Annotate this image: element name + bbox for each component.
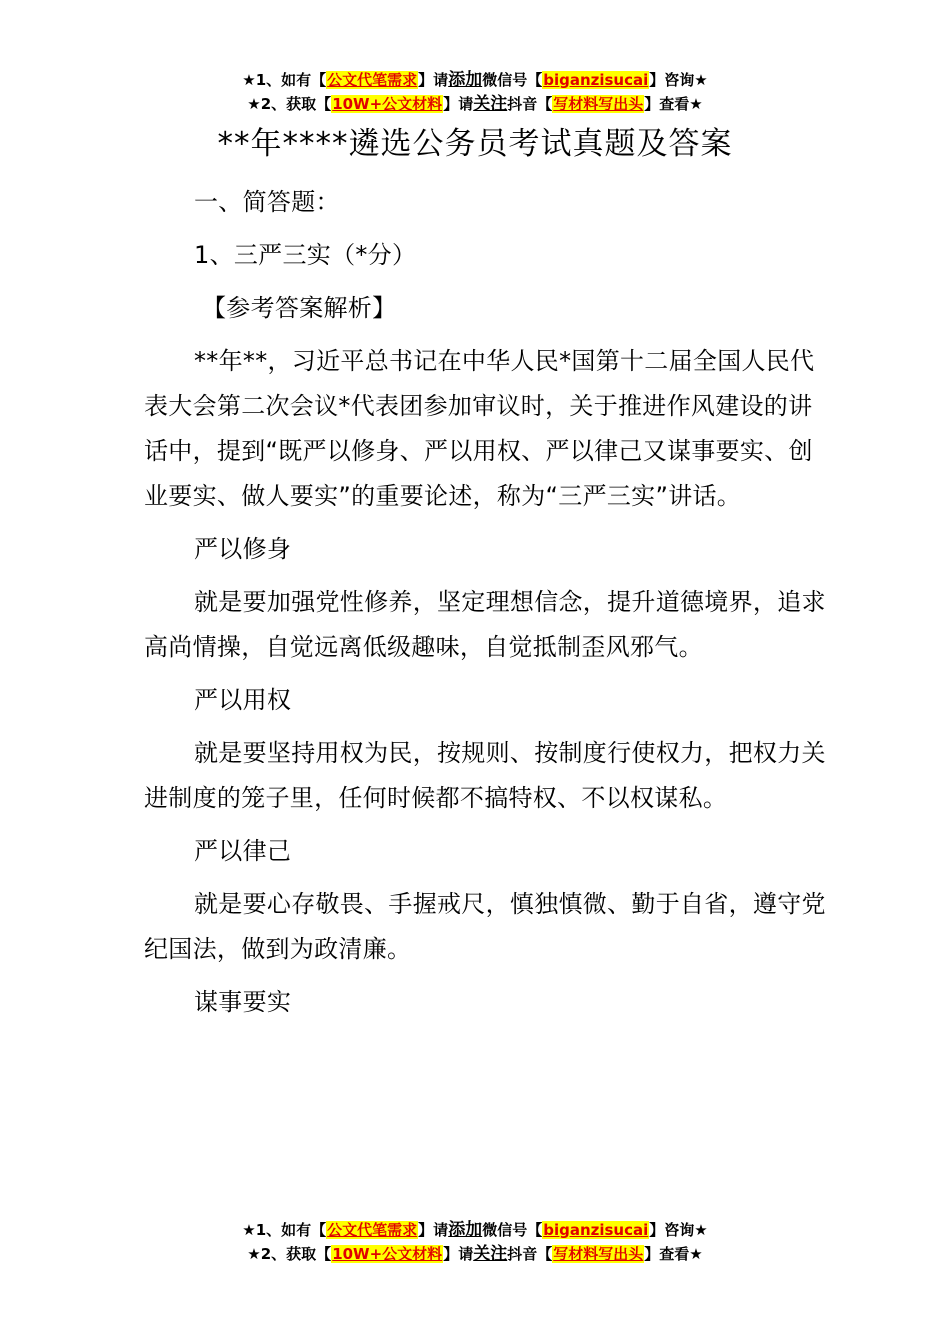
header-l1-a: ★1、如有【 xyxy=(242,71,327,89)
answer-label: 【参考答案解析】 xyxy=(202,294,397,322)
header-l2-e: 抖音【 xyxy=(507,95,553,113)
footer-l2-a: ★2、获取【 xyxy=(247,1245,332,1263)
header-l1-g: 】咨询★ xyxy=(649,71,708,89)
paragraph-yongquan: 就是要坚持用权为民，按规则、按制度行使权力，把权力关进制度的笼子里，任何时候都不搞特权、不以权谋私。 xyxy=(144,739,826,812)
footer-l1-a: ★1、如有【 xyxy=(242,1221,327,1239)
paragraph-xiushen: 就是要加强党性修养，坚定理想信念，提升道德境界，追求高尚情操，自觉远离低级趣味，自觉抵制歪风邪气。 xyxy=(144,588,826,661)
heading-xiushen: 严以修身 xyxy=(194,535,292,563)
heading-yongquan: 严以用权 xyxy=(194,686,292,714)
footer-l1-service: 公文代笔需求 xyxy=(327,1221,418,1239)
header-banner xyxy=(0,68,950,116)
header-l1-c: 】请 xyxy=(418,71,449,89)
footer-line-2 xyxy=(0,1242,950,1266)
header-l1-add: 添加 xyxy=(448,70,483,90)
footer-l2-follow: 关注 xyxy=(473,1244,508,1264)
section-heading: 一、简答题： xyxy=(194,188,340,216)
header-l2-douyin-id: 写材料写出头 xyxy=(553,95,644,113)
paragraph-lvji: 就是要心存敬畏、手握戒尺，慎独慎微、勤于自省，遵守党纪国法，做到为政清廉。 xyxy=(144,890,826,963)
page-title: **年****遴选公务员考试真题及答案 xyxy=(217,126,733,162)
header-l1-wechat-id: biganzisucai xyxy=(543,71,649,89)
header-line-2 xyxy=(0,92,950,116)
footer-l1-c: 】请 xyxy=(418,1221,449,1239)
header-l1-service: 公文代笔需求 xyxy=(327,71,418,89)
footer-l1-add: 添加 xyxy=(448,1220,483,1240)
footer-l1-g: 】咨询★ xyxy=(649,1221,708,1239)
footer-l2-g: 】查看★ xyxy=(644,1245,703,1263)
header-l2-materials: 10W+公文材料 xyxy=(332,95,443,113)
footer-l2-douyin-id: 写材料写出头 xyxy=(553,1245,644,1263)
footer-l1-wechat-id: biganzisucai xyxy=(543,1221,649,1239)
heading-lvji: 严以律己 xyxy=(194,837,292,865)
footer-banner xyxy=(0,1218,950,1266)
heading-moushi: 谋事要实 xyxy=(194,988,292,1016)
footer-l2-c: 】请 xyxy=(443,1245,474,1263)
footer-l2-materials: 10W+公文材料 xyxy=(332,1245,443,1263)
header-l2-follow: 关注 xyxy=(473,94,508,114)
header-l2-g: 】查看★ xyxy=(644,95,703,113)
header-l2-a: ★2、获取【 xyxy=(247,95,332,113)
intro-paragraph: **年**，习近平总书记在中华人民*国第十二届全国人民代表大会第二次会议*代表团参加审议时，关于推进作风建设的讲话中，提到“既严以修身、严以用权、严以律己又谋事要实、创业要实、做人要实”的重要论述，称为“三严三实”讲话。 xyxy=(144,347,815,510)
header-l2-c: 】请 xyxy=(443,95,474,113)
header-l1-e: 微信号【 xyxy=(482,71,543,89)
footer-line-1 xyxy=(0,1218,950,1242)
footer-l1-e: 微信号【 xyxy=(482,1221,543,1239)
footer-l2-e: 抖音【 xyxy=(507,1245,553,1263)
document-body xyxy=(144,180,834,1025)
header-line-1 xyxy=(0,68,950,92)
question: 1、三严三实（*分） xyxy=(194,241,417,269)
